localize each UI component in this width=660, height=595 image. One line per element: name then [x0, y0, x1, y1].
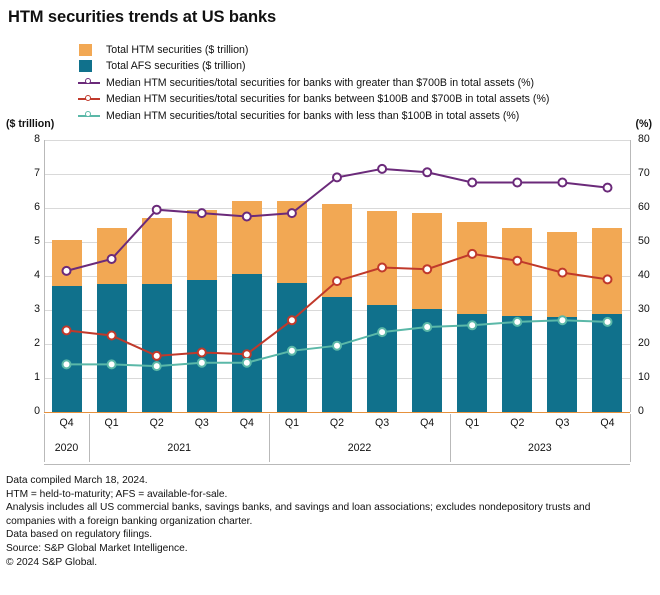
legend-label: Median HTM securities/total securities for banks with greater than $700B in total assets (%): [106, 76, 535, 89]
series-point: [378, 165, 386, 173]
legend-line-marker: [78, 110, 100, 122]
legend-swatch-box: [79, 60, 92, 72]
series-point: [243, 359, 251, 367]
legend-line-marker: [78, 93, 100, 105]
series-point: [604, 184, 612, 192]
series-point: [63, 326, 71, 334]
x-tick-label: Q3: [194, 417, 209, 429]
series-point: [423, 323, 431, 331]
x-axis-edge-tick: [630, 414, 631, 462]
footnote-line: Data based on regulatory filings.: [6, 529, 153, 541]
y-tick-label-left: 0: [34, 405, 40, 417]
footnote-line: HTM = held-to-maturity; AFS = available-for-sale.: [6, 488, 228, 500]
series-point: [558, 316, 566, 324]
x-axis-line: [44, 464, 630, 465]
y-tick-label-left: 4: [34, 269, 40, 281]
legend-line-marker: [78, 77, 100, 89]
y-tick-label-right: 60: [638, 201, 650, 213]
series-point: [558, 179, 566, 187]
y-tick-label-right: 50: [638, 235, 650, 247]
line-series-layer: [44, 140, 630, 412]
series-point: [333, 173, 341, 181]
series-point: [153, 206, 161, 214]
y-tick-label-right: 30: [638, 303, 650, 315]
page-title: HTM securities trends at US banks: [8, 8, 277, 26]
y-tick-label-right: 10: [638, 371, 650, 383]
series-point: [468, 179, 476, 187]
footnote-line: Data compiled March 18, 2024.: [6, 475, 148, 486]
series-point: [108, 332, 116, 340]
legend-label: Total AFS securities ($ trillion): [106, 60, 246, 73]
legend-label: Total HTM securities ($ trillion): [106, 43, 249, 56]
series-point: [108, 360, 116, 368]
x-axis-group-separator: [89, 414, 90, 462]
series-point: [63, 360, 71, 368]
footnote-line: companies with a foreign banking organization charter.: [6, 515, 253, 527]
series-point: [153, 362, 161, 370]
x-axis-year-label: 2020: [54, 442, 79, 454]
y-tick-label-left: 6: [34, 201, 40, 213]
series-point: [378, 328, 386, 336]
y-tick-label-right: 40: [638, 269, 650, 281]
series-point: [333, 277, 341, 285]
x-axis-labels: [44, 414, 630, 454]
x-tick-label: Q2: [329, 417, 345, 429]
y-tick-label-left: 5: [34, 235, 40, 247]
y-tick-label-right: 80: [638, 133, 650, 145]
x-tick-label: Q3: [374, 417, 390, 429]
series-point: [288, 347, 296, 355]
y-tick-label-left: 2: [34, 337, 40, 349]
series-point: [513, 257, 521, 265]
y-tick-label-right: 0: [638, 405, 644, 417]
footnote-line: © 2024 S&P Global.: [6, 556, 98, 568]
x-tick-label: Q4: [239, 417, 254, 429]
x-axis-edge-tick: [44, 414, 45, 462]
series-point: [604, 275, 612, 283]
x-axis-group-separator: [450, 414, 451, 462]
legend-swatch: [78, 44, 100, 56]
legend-item: [78, 42, 658, 58]
x-tick-label: Q3: [555, 417, 570, 429]
y-tick-label-left: 8: [34, 133, 40, 145]
legend-label: Median HTM securities/total securities for banks between $100B and $700B in total assets (%): [106, 93, 550, 106]
y-tick-label-left: 3: [34, 303, 40, 315]
series-point: [558, 269, 566, 277]
series-point: [288, 316, 296, 324]
series-point: [468, 250, 476, 258]
series-point: [423, 168, 431, 176]
legend-label: Median HTM securities/total securities for banks with less than $100B in total assets (%): [106, 109, 520, 122]
series-point: [108, 255, 116, 263]
series-point: [513, 318, 521, 326]
legend-item: [78, 108, 658, 124]
x-tick-label: Q4: [600, 417, 615, 429]
series-point: [423, 265, 431, 273]
x-axis-year-label: 2021: [167, 442, 191, 454]
series-line: [67, 254, 608, 356]
series-point: [243, 350, 251, 358]
series-point: [513, 179, 521, 187]
x-tick-label: Q4: [420, 417, 435, 429]
series-point: [243, 213, 251, 221]
footnote-line: Analysis includes all US commercial banks, savings banks, and savings and loan associations; excludes nondepository trusts and: [6, 502, 591, 514]
series-point: [468, 321, 476, 329]
y-axis-unit-right: (%): [635, 118, 652, 130]
x-tick-label: Q1: [465, 417, 480, 429]
legend-item: [78, 75, 658, 91]
chart-legend: [78, 42, 658, 125]
series-point: [153, 352, 161, 360]
y-axis-right: [630, 140, 631, 412]
y-tick-label-right: 70: [638, 167, 650, 179]
series-line: [67, 169, 608, 271]
legend-swatch: [78, 60, 100, 72]
x-tick-label: Q1: [284, 417, 299, 429]
footnote-line: Source: S&P Global Market Intelligence.: [6, 542, 188, 554]
legend-line-dot: [85, 95, 91, 101]
series-point: [378, 264, 386, 272]
x-tick-label: Q2: [510, 417, 525, 429]
legend-swatch-box: [79, 44, 92, 56]
legend-item: [78, 59, 658, 75]
series-point: [604, 318, 612, 326]
series-point: [198, 359, 206, 367]
series-point: [198, 209, 206, 217]
series-point: [198, 349, 206, 357]
series-point: [288, 209, 296, 217]
legend-item: [78, 92, 658, 108]
x-tick-label: Q1: [104, 417, 119, 429]
x-axis-year-label: 2022: [347, 442, 372, 454]
plot-area: [34, 133, 650, 417]
y-axis-unit-left: ($ trillion): [6, 118, 55, 130]
footnotes: [6, 474, 656, 569]
x-tick-label: Q4: [59, 417, 74, 429]
y-tick-label-right: 20: [638, 337, 650, 349]
x-axis-group-separator: [269, 414, 270, 462]
series-point: [333, 342, 341, 350]
x-axis-year-label: 2023: [528, 442, 552, 454]
x-tick-label: Q2: [149, 417, 164, 429]
series-point: [63, 267, 71, 275]
y-tick-label-left: 1: [34, 371, 40, 383]
y-tick-label-left: 7: [34, 167, 40, 179]
